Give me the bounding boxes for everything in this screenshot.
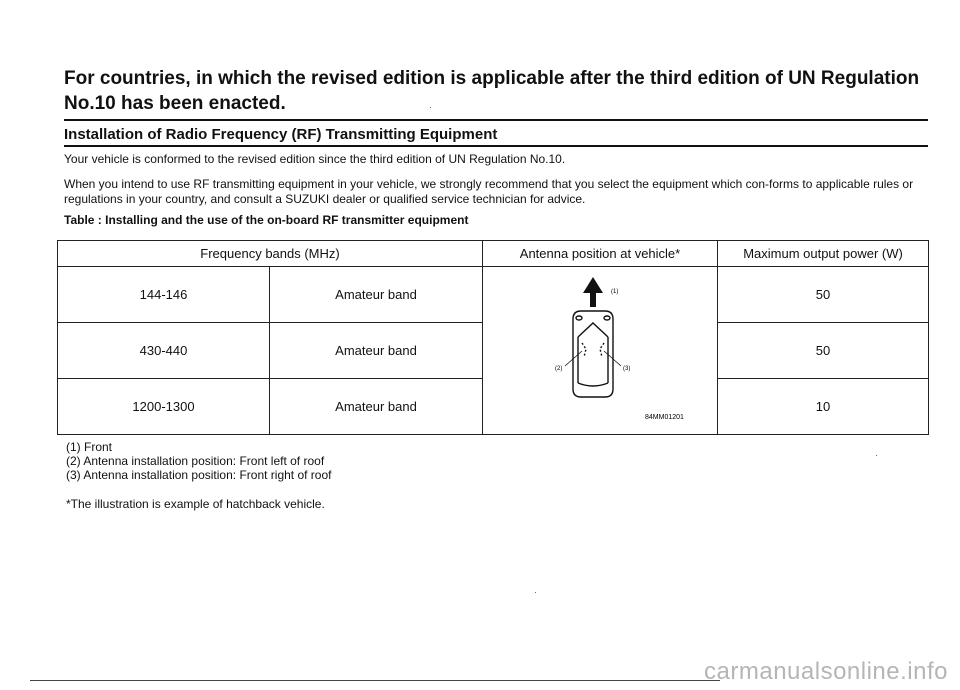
note-left: (2) Antenna installation position: Front left of roof: [66, 454, 325, 468]
scan-speck: [876, 455, 877, 456]
rf-equipment-table: [57, 240, 929, 435]
max-power-cell: 10: [718, 379, 929, 435]
scan-speck: [535, 592, 536, 593]
table-header-row: [58, 241, 929, 267]
table-caption: Table : Installing and the use of the on-board RF transmitter equipment: [64, 213, 469, 227]
max-power-cell: 50: [718, 267, 929, 323]
illustration-footnote: *The illustration is example of hatchback vehicle.: [66, 497, 325, 511]
frequency-band-cell: 144-146: [58, 267, 270, 323]
heading-rule-bottom: [64, 145, 928, 147]
scan-speck: [430, 107, 431, 108]
label-left: (2): [555, 365, 563, 372]
label-right: (3): [623, 365, 631, 372]
figure-code: 84MM01201: [645, 413, 684, 421]
front-arrow-icon: [583, 277, 603, 307]
table-row: [58, 267, 929, 323]
vehicle-antenna-diagram: [485, 271, 715, 431]
bottom-rule: [30, 680, 720, 681]
note-front: (1) Front: [66, 440, 113, 454]
heading-rule-top: [64, 119, 928, 121]
conformity-paragraph: Your vehicle is conformed to the revised edition since the third edition of UN Regulation No.10.: [64, 152, 566, 166]
diagram-notes: [66, 440, 331, 482]
note-right: (3) Antenna installation position: Front right of roof: [66, 468, 332, 482]
band-type-cell: Amateur band: [270, 323, 483, 379]
max-power-cell: 50: [718, 323, 929, 379]
frequency-band-cell: 1200-1300: [58, 379, 270, 435]
band-type-cell: Amateur band: [270, 267, 483, 323]
section-heading: Installation of Radio Frequency (RF) Transmitting Equipment: [64, 126, 498, 143]
page-title: For countries, in which the revised edition is applicable after the third edition of UN Regulation No.10 has been enacted.: [64, 68, 920, 114]
header-frequency-bands: Frequency bands (MHz): [58, 241, 483, 267]
frequency-band-cell: 430-440: [58, 323, 270, 379]
label-front: (1): [611, 288, 619, 295]
antenna-diagram-cell: [483, 267, 718, 435]
header-antenna-position: Antenna position at vehicle*: [483, 241, 718, 267]
header-max-output-power: Maximum output power (W): [718, 241, 929, 267]
recommendation-paragraph: When you intend to use RF transmitting equipment in your vehicle, we strongly recommend that you select the equipment which con-forms to applicable rules or regulations in your country, and consult a SUZUKI dealer or qualified service technician for advice.: [64, 177, 914, 206]
band-type-cell: Amateur band: [270, 379, 483, 435]
watermark: carmanualsonline.info: [704, 658, 948, 685]
